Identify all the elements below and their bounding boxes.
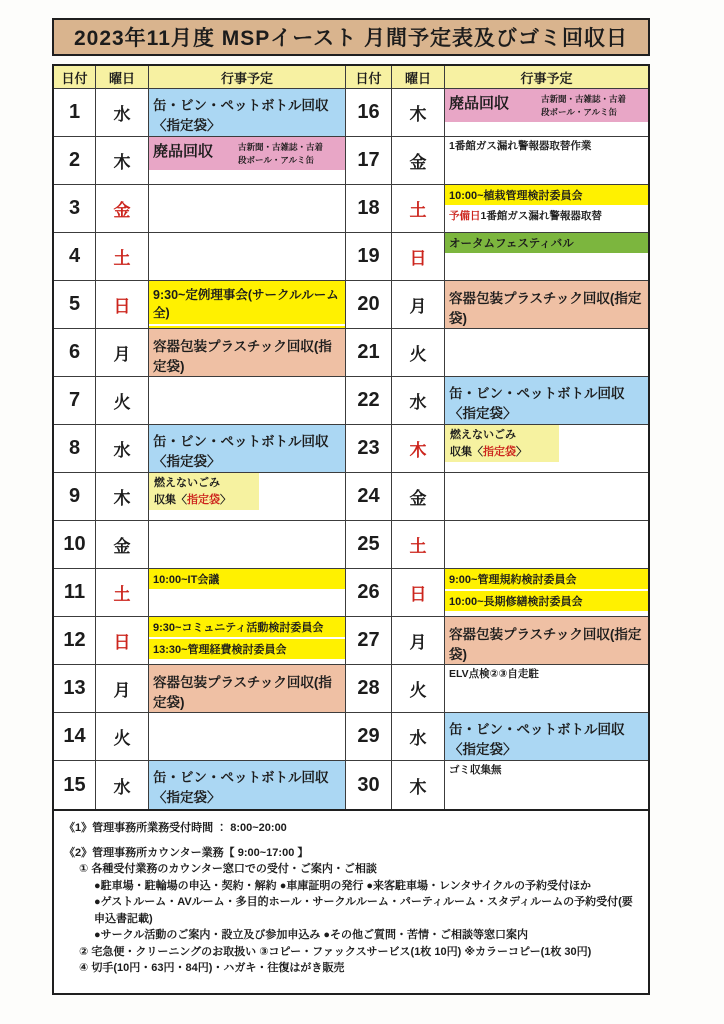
event-bar-meeting: 9:00~管理規約検討委員会 <box>445 569 648 589</box>
event-text-part: ゴミ収集無 <box>449 764 502 776</box>
note-line: 《2》管理事務所カウンター業務【 9:00~17:00 】 <box>64 846 309 859</box>
day-cell: 水 <box>96 761 149 809</box>
event-bar-can-bottle: 缶・ビン・ペットボトル回収〈指定袋〉 <box>445 713 648 761</box>
event-sub-line: 段ボール・アルミ缶 <box>540 107 617 118</box>
note-line: ② 宅急便・クリーニングのお取扱い ③コピー・ファックスサービス(1枚 10円) ※カラーコピー(1枚 30円) <box>79 945 592 958</box>
event-sub-line: 古新聞・古雑誌・古着 <box>237 142 323 152</box>
date-cell: 25 <box>345 521 392 569</box>
event-text-part: ELV点検②③自走駐 <box>449 668 539 680</box>
date-cell: 9 <box>54 473 96 521</box>
events-cell <box>149 425 346 473</box>
events-cell <box>149 761 346 809</box>
event-bar-recycle-paper <box>445 89 648 122</box>
events-cell <box>149 617 346 665</box>
events-cell <box>149 89 346 137</box>
day-cell: 土 <box>392 521 445 569</box>
date-cell: 21 <box>345 329 392 377</box>
events-cell <box>149 233 346 281</box>
events-cell <box>149 521 346 569</box>
event-box-noncombustible <box>445 425 559 462</box>
event-bar-meeting: 10:00~植栽管理検討委員会 <box>445 185 648 205</box>
event-bar-meeting: 13:30~管理経費検討委員会 <box>149 639 345 659</box>
event-bar-meeting: 10:00~IT会議 <box>149 569 345 589</box>
note-line: ●サークル活動のご案内・設立及び参加申込み ●その他ご質問・苦情・ご相談等窓口案内 <box>94 929 529 941</box>
day-cell: 木 <box>392 89 445 137</box>
day-cell: 火 <box>392 665 445 713</box>
header-date-right: 日付 <box>345 66 392 89</box>
event-text-part: 収集〈 <box>154 493 187 506</box>
events-cell <box>445 761 648 809</box>
date-cell: 1 <box>54 89 96 137</box>
date-cell: 5 <box>54 281 96 329</box>
note-line: ④ 切手(10円・63円・84円)・ハガキ・往復はがき販売 <box>79 962 345 974</box>
event-bar-plastic: 容器包装プラスチック回収(指定袋) <box>149 665 345 713</box>
note-line: ① 各種受付業務のカウンター窓口での受付・ご案内・ご相談 <box>79 863 377 875</box>
day-cell: 土 <box>392 185 445 233</box>
calendar-table <box>52 64 650 811</box>
event-text-part: 〉 <box>516 445 527 458</box>
day-cell: 水 <box>96 425 149 473</box>
note-line: ●ゲストルーム・AVルーム・多目的ホール・サークルルーム・パーティルーム・スタディルームの予約受付(要申込書記載) <box>94 896 633 925</box>
events-cell <box>149 473 346 521</box>
day-cell: 日 <box>96 281 149 329</box>
event-label: 廃品回収 <box>153 143 214 160</box>
day-cell: 火 <box>96 377 149 425</box>
note-line: 《1》管理事務所業務受付時間 ： 8:00~20:00 <box>64 822 287 834</box>
events-cell <box>149 377 346 425</box>
date-cell: 22 <box>345 377 392 425</box>
day-cell: 月 <box>96 665 149 713</box>
event-box-noncombustible <box>149 473 259 510</box>
date-cell: 15 <box>54 761 96 809</box>
event-text-part: 1番館ガス漏れ警報器取替 <box>480 210 602 222</box>
events-cell <box>445 185 648 233</box>
day-cell: 日 <box>392 233 445 281</box>
date-cell: 16 <box>345 89 392 137</box>
day-cell: 月 <box>392 617 445 665</box>
date-cell: 19 <box>345 233 392 281</box>
events-cell <box>149 281 346 329</box>
date-cell: 11 <box>54 569 96 617</box>
date-cell: 3 <box>54 185 96 233</box>
date-cell: 28 <box>345 665 392 713</box>
event-bar-recycle-paper <box>149 137 345 170</box>
event-bar-can-bottle: 缶・ビン・ペットボトル回収〈指定袋〉 <box>445 377 648 425</box>
event-bar-can-bottle: 缶・ビン・ペットボトル回収〈指定袋〉 <box>149 425 345 473</box>
date-cell: 14 <box>54 713 96 761</box>
events-cell <box>149 569 346 617</box>
day-cell: 月 <box>392 281 445 329</box>
events-cell <box>445 569 648 617</box>
event-text-red: 指定袋 <box>483 445 516 458</box>
day-cell: 火 <box>96 713 149 761</box>
day-cell: 水 <box>392 377 445 425</box>
note-line: ●駐車場・駐輪場の申込・契約・解約 ●車庫証明の発行 ●来客駐車場・レンタサイクルの予約受付ほか <box>94 879 592 892</box>
event-line <box>154 492 254 509</box>
date-cell: 18 <box>345 185 392 233</box>
events-cell <box>445 329 648 377</box>
event-line: 燃えないごみ <box>450 429 516 441</box>
event-sub-labels <box>238 140 323 167</box>
header-day-left: 曜日 <box>96 66 149 89</box>
day-cell: 金 <box>392 137 445 185</box>
date-cell: 29 <box>345 713 392 761</box>
event-text-part: 収集〈 <box>450 445 483 458</box>
day-cell: 水 <box>392 713 445 761</box>
date-cell: 30 <box>345 761 392 809</box>
day-cell: 金 <box>96 185 149 233</box>
date-cell: 26 <box>345 569 392 617</box>
header-day-right: 曜日 <box>392 66 445 89</box>
day-cell: 日 <box>392 569 445 617</box>
day-cell: 土 <box>96 569 149 617</box>
event-text-red: 指定袋 <box>187 493 220 506</box>
day-cell: 木 <box>392 425 445 473</box>
event-text-line <box>445 137 648 154</box>
event-line: 燃えないごみ <box>154 477 220 489</box>
day-cell: 木 <box>96 473 149 521</box>
day-cell: 金 <box>392 473 445 521</box>
events-cell <box>445 281 648 329</box>
events-cell <box>445 425 648 473</box>
events-cell <box>445 521 648 569</box>
event-sub-line: 段ボール・アルミ缶 <box>237 155 314 166</box>
events-cell <box>445 137 648 185</box>
event-text-line <box>445 761 648 778</box>
events-cell <box>149 137 346 185</box>
date-cell: 7 <box>54 377 96 425</box>
events-cell <box>445 377 648 425</box>
events-cell <box>149 713 346 761</box>
date-cell: 27 <box>345 617 392 665</box>
event-text-line <box>445 207 648 224</box>
event-bar-plastic: 容器包装プラスチック回収(指定袋) <box>445 617 648 665</box>
header-date-left: 日付 <box>54 66 96 89</box>
date-cell: 12 <box>54 617 96 665</box>
events-cell <box>149 665 346 713</box>
day-cell: 火 <box>392 329 445 377</box>
event-line <box>450 444 554 461</box>
event-bar-festival: オータムフェスティバル <box>445 233 648 253</box>
events-cell <box>149 185 346 233</box>
day-cell: 水 <box>96 89 149 137</box>
event-label: 廃品回収 <box>449 95 510 112</box>
event-bar-meeting: 10:00~長期修繕検討委員会 <box>445 591 648 611</box>
event-text-red: 予備日 <box>449 210 481 222</box>
header-events-left: 行事予定 <box>149 66 346 89</box>
date-cell: 24 <box>345 473 392 521</box>
day-cell: 月 <box>96 329 149 377</box>
date-cell: 8 <box>54 425 96 473</box>
day-cell: 日 <box>96 617 149 665</box>
event-bar-can-bottle: 缶・ビン・ペットボトル回収〈指定袋〉 <box>149 761 345 809</box>
date-cell: 2 <box>54 137 96 185</box>
events-cell <box>445 665 648 713</box>
event-bar-meeting: 9:30~定例理事会(サークルルーム全) <box>149 281 345 324</box>
date-cell: 17 <box>345 137 392 185</box>
event-text-part: 1番館ガス漏れ警報器取替作業 <box>449 140 592 152</box>
header-events-right: 行事予定 <box>445 66 648 89</box>
events-cell <box>445 473 648 521</box>
events-cell <box>149 329 346 377</box>
event-bar-plastic: 容器包装プラスチック回収(指定袋) <box>149 329 345 377</box>
event-sub-labels <box>541 92 626 119</box>
events-cell <box>445 713 648 761</box>
notes-box <box>52 811 650 995</box>
event-bar-plastic: 容器包装プラスチック回収(指定袋) <box>445 281 648 329</box>
date-cell: 10 <box>54 521 96 569</box>
event-text-line <box>445 665 648 682</box>
events-cell <box>445 89 648 137</box>
day-cell: 木 <box>96 137 149 185</box>
day-cell: 木 <box>392 761 445 809</box>
date-cell: 20 <box>345 281 392 329</box>
date-cell: 23 <box>345 425 392 473</box>
events-cell <box>445 233 648 281</box>
day-cell: 土 <box>96 233 149 281</box>
event-sub-line: 古新聞・古雑誌・古着 <box>540 94 626 104</box>
day-cell: 金 <box>96 521 149 569</box>
date-cell: 13 <box>54 665 96 713</box>
page-title: 2023年11月度 MSPイースト 月間予定表及びゴミ回収日 <box>52 18 650 56</box>
schedule-sheet <box>52 18 650 995</box>
event-bar-can-bottle: 缶・ビン・ペットボトル回収〈指定袋〉 <box>149 89 345 137</box>
date-cell: 6 <box>54 329 96 377</box>
date-cell: 4 <box>54 233 96 281</box>
events-cell <box>445 617 648 665</box>
event-text-part: 〉 <box>220 493 231 506</box>
event-bar-meeting: 9:30~コミュニティ活動検討委員会 <box>149 617 345 637</box>
